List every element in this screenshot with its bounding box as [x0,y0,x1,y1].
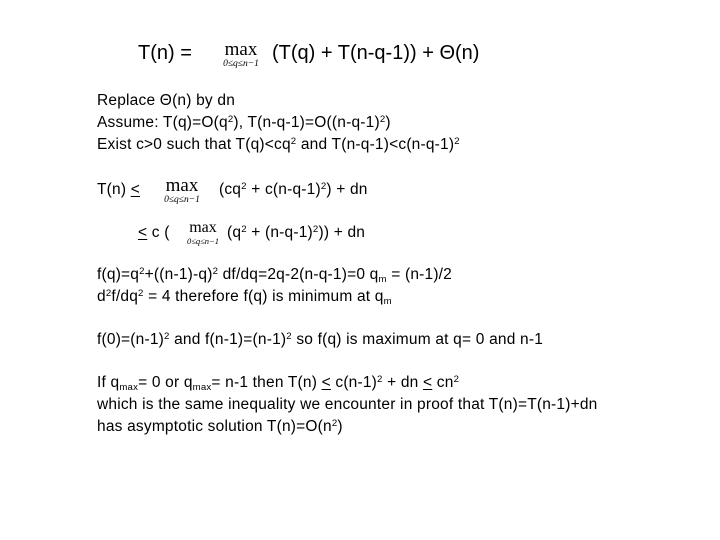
max-range: 0≤q≤n−1 [164,195,200,205]
inequality-1-lhs [97,181,140,199]
exponent: 2 [320,180,327,192]
max-label: max [165,175,199,196]
max-operator [178,220,228,246]
exponent: 2 [105,287,112,299]
which-text: which is the same inequality we encounter in proof that T(n)=T(n-1)+dn [97,396,598,413]
recurrence-line [138,42,192,65]
fq-line [97,266,452,284]
theta-symbol: Θ [439,42,455,64]
replace-text-end: (n) by dn [172,92,236,109]
conclusion-text: = 0 or q [138,374,193,391]
f0-text: f(0)=(n-1) [97,331,165,348]
exponent: 2 [138,287,144,299]
recurrence-lhs: T(n) = [138,42,192,64]
fq-text: +((n-1)-q) [144,266,213,283]
exponent: 2 [241,223,247,235]
asym-text: has asymptotic solution T(n)=O(n [97,418,332,435]
inequality-1-rhs [219,181,368,199]
ineq-text: c ( [147,224,170,241]
fq-text: = (n-1)/2 [386,266,453,283]
max-label: max [189,219,217,236]
subscript: m [383,295,392,307]
inequality-2-rhs [227,224,365,242]
which-line [97,396,598,414]
conclusion-text: = n-1 then T(n) [211,374,322,391]
exponent: 2 [454,135,460,147]
max-range: 0≤q≤n−1 [186,236,220,246]
ineq-text: ) + dn [326,181,368,198]
f0-line [97,331,543,349]
asym-text: ) [337,418,343,435]
assume-text: ), T(n-q-1)=O((n-q-1) [233,114,380,131]
exist-text: Exist c>0 such that T(q)<cq [97,136,291,153]
max-label: max [224,39,258,60]
replace-line [97,92,235,110]
exponent: 2 [453,373,460,385]
d2f-text: = 4 therefore f(q) is minimum at q [143,288,384,305]
ineq-text: )) + dn [318,224,366,241]
ineq-text: + c(n-q-1) [246,181,321,198]
exist-text: and T(n-q-1)<c(n-q-1) [296,136,455,153]
exist-line [97,136,460,154]
fq-text: df/dq=2q-2(n-q-1)=0 q [218,266,379,283]
exponent: 2 [379,113,386,125]
conclusion-text: If q [97,374,120,391]
conclusion-text: cn [432,374,454,391]
exponent: 2 [331,417,338,429]
leq-symbol: < [130,181,140,198]
ineq-lhs: T(n) [97,181,127,198]
exponent: 2 [212,265,219,277]
subscript: m [378,273,387,285]
replace-text: Replace [97,92,156,109]
max-range: 0≤q≤n−1 [223,59,259,69]
subscript: max [192,381,212,393]
conclusion-text: c(n-1) [330,374,378,391]
d2f-line [97,288,392,306]
ineq-text: + (n-q-1) [246,224,313,241]
ineq-text: (cq [219,181,242,198]
exponent: 2 [139,265,145,277]
exponent: 2 [377,373,383,385]
ineq-text: (q [227,224,242,241]
d2f-text: f/dq [111,288,139,305]
assume-text: Assume: T(q)=O(q [97,114,228,131]
exponent: 2 [290,135,297,147]
exponent: 2 [164,330,170,342]
recurrence-rhs [272,42,479,65]
inequality-2-lhs [138,224,170,242]
d2f-text: d [97,288,106,305]
exponent: 2 [241,180,247,192]
exponent: 2 [227,113,234,125]
fq-text: f(q)=q [97,266,140,283]
asymptotic-line [97,418,343,436]
leq-symbol: < [423,374,433,391]
max-operator [210,40,272,70]
assume-line [97,114,391,132]
conclusion-text: + dn [382,374,424,391]
leq-symbol: < [138,224,148,241]
max-operator [150,176,214,206]
conclusion-line [97,374,459,392]
exponent: 2 [312,223,319,235]
subscript: max [119,381,139,393]
recurrence-rhs-sum: (T(q) + T(n-q-1)) + [272,42,434,64]
exponent: 2 [286,330,292,342]
recurrence-rhs-n: (n) [455,42,480,64]
f0-text: and f(n-1)=(n-1) [169,331,287,348]
assume-text: ) [385,114,391,131]
theta-symbol: Θ [159,92,173,109]
leq-symbol: < [321,374,331,391]
f0-text: so f(q) is maximum at q= 0 and n-1 [291,331,544,348]
